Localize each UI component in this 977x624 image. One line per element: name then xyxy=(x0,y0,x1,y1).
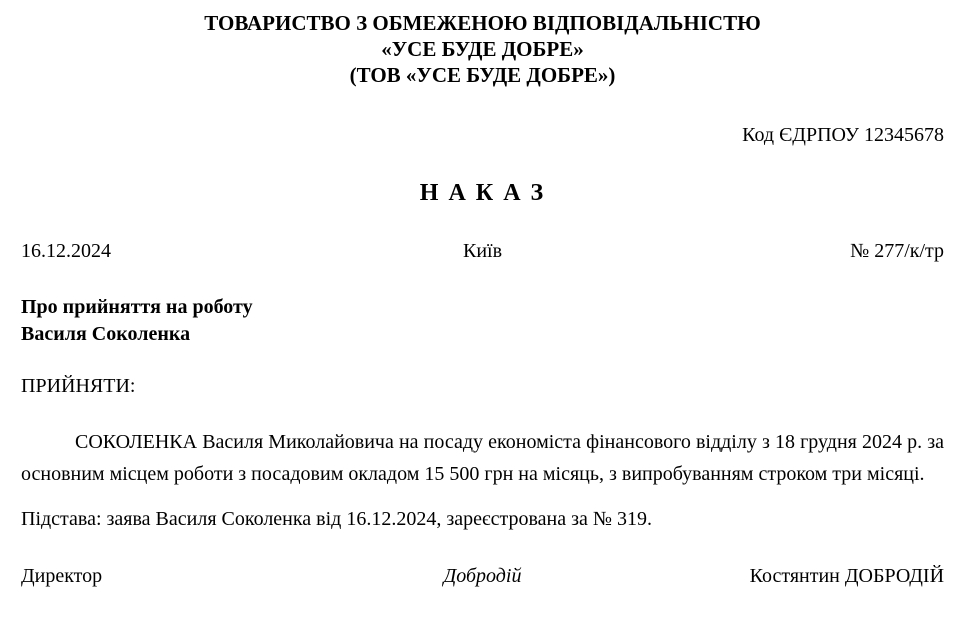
order-subject-line1: Про прийняття на роботу xyxy=(21,296,253,318)
order-body-paragraph: СОКОЛЕНКА Василя Миколайовича на посаду економіста фінансового відділу з 18 грудня 2024 р. за основним місцем роботи з посадовим окладом 15 500 грн на місяць, з випробуванням строком три місяці. xyxy=(21,431,944,485)
company-name-quoted-line: «УСЕ БУДЕ ДОБРЕ» xyxy=(381,37,584,61)
company-header xyxy=(21,10,944,88)
order-number: № 277/к/тр xyxy=(850,240,945,262)
order-title: Н А К А З xyxy=(419,180,546,206)
directive-word: ПРИЙНЯТИ: xyxy=(21,375,136,397)
order-date: 16.12.2024 xyxy=(21,240,111,262)
basis-line: Підстава: заява Василя Соколенка від 16.12.2024, зареєстрована за № 319. xyxy=(21,508,652,530)
company-name-line: ТОВАРИСТВО З ОБМЕЖЕНОЮ ВІДПОВІДАЛЬНІСТЮ xyxy=(204,11,761,35)
signer-position: Директор xyxy=(21,565,103,587)
edrpou-code: Код ЄДРПОУ 12345678 xyxy=(742,124,944,146)
order-meta-row xyxy=(21,240,944,263)
company-short-name-line: (ТОВ «УСЕ БУДЕ ДОБРЕ») xyxy=(349,63,616,87)
signature-row xyxy=(21,565,944,588)
signature-handwritten: Добродій xyxy=(443,565,522,587)
order-city: Київ xyxy=(462,240,503,262)
order-subject xyxy=(21,294,944,348)
order-subject-line2: Василя Соколенка xyxy=(21,323,191,345)
signer-full-name: Костянтин ДОБРОДІЙ xyxy=(749,565,945,587)
